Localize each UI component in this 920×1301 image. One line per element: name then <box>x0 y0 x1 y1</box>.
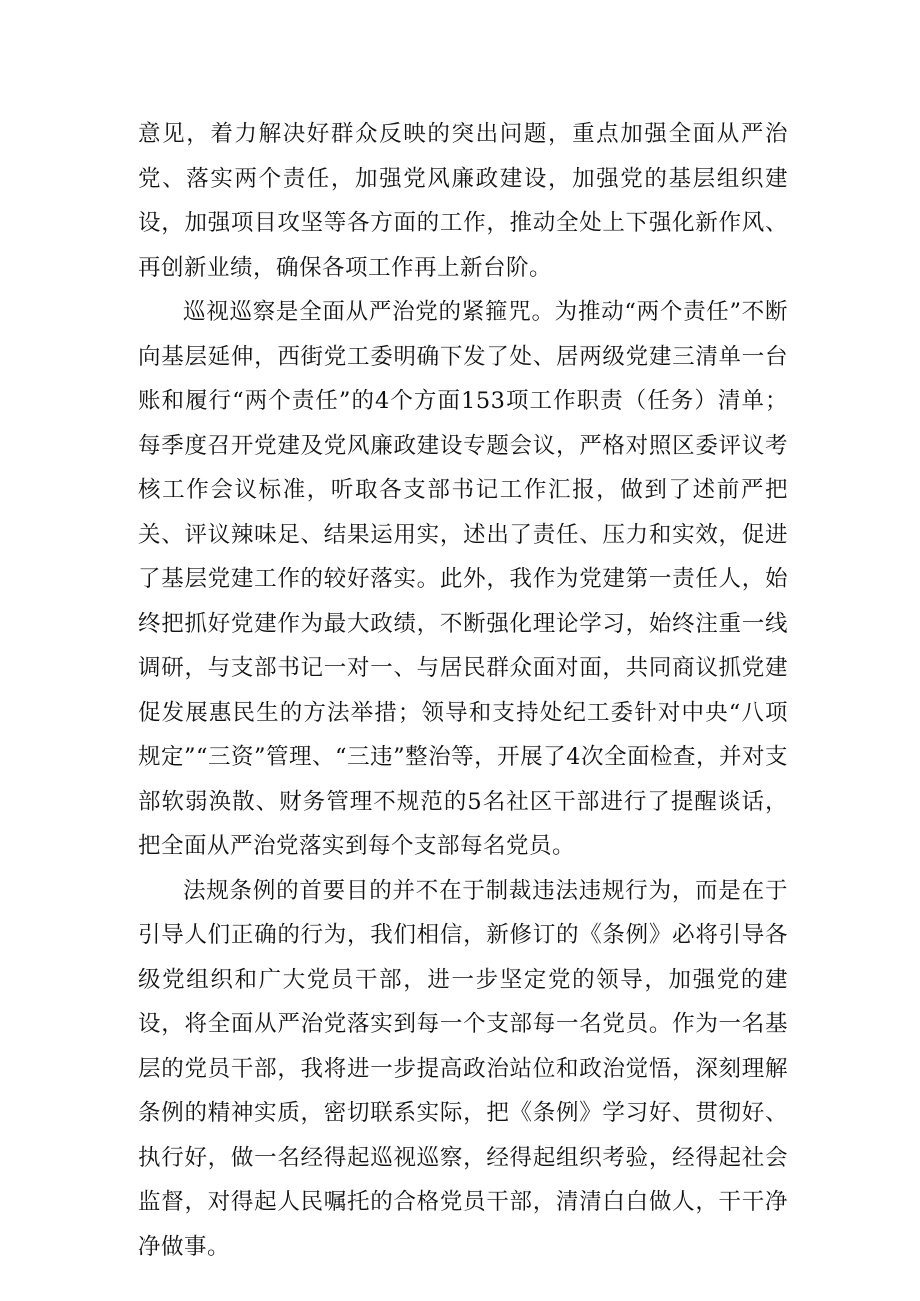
paragraph-continued-opinion: 意见，着力解决好群众反映的突出问题，重点加强全面从严治党、落实两个责任，加强党风廉政建设，加强党的基层组织建设，加强项目攻坚等各方面的工作，推动全处上下强化新作风、再创新业绩，确保各项工作再上新台阶。 <box>138 121 788 281</box>
paragraph-regulations: 法规条例的首要目的并不在于制裁违法违规行为，而是在于引导人们正确的行为，我们相信，新修订的《条例》必将引导各级党组织和广大党员干部，进一步坚定党的领导，加强党的建设，将全面从严治党落实到每一个支部每一名党员。作为一名基层的党员干部，我将进一步提高政治站位和政治觉悟，深刻理解条例的精神实质，密切联系实际，把《条例》学习好、贯彻好、执行好，做一名经得起巡视巡察，经得起组织考验，经得起社会监督，对得起人民嘱托的合格党员干部，清清白白做人，干干净净做事。 <box>138 877 788 1260</box>
paragraph-inspection: 巡视巡察是全面从严治党的紧箍咒。为推动“两个责任”不断向基层延伸，西街党工委明确下发了处、居两级党建三清单一台账和履行“两个责任”的4个方面153项工作职责（任务）清单；每季度召开党建及党风廉政建设专题会议，严格对照区委评议考核工作会议标准，听取各支部书记工作汇报，做到了述前严把关、评议辣味足、结果运用实，述出了责任、压力和实效，促进了基层党建工作的较好落实。此外，我作为党建第一责任人，始终把抓好党建作为最大政绩，不断强化理论学习，始终注重一线调研，与支部书记一对一、与居民群众面对面，共同商议抓党建促发展惠民生的方法举措；领导和支持处纪工委针对中央“八项规定”“三资”管理、“三违”整治等，开展了4次全面检查，并对支部软弱涣散、财务管理不规范的5名社区干部进行了提醒谈话，把全面从严治党落实到每个支部每名党员。 <box>138 299 788 859</box>
document-body <box>138 112 788 1269</box>
